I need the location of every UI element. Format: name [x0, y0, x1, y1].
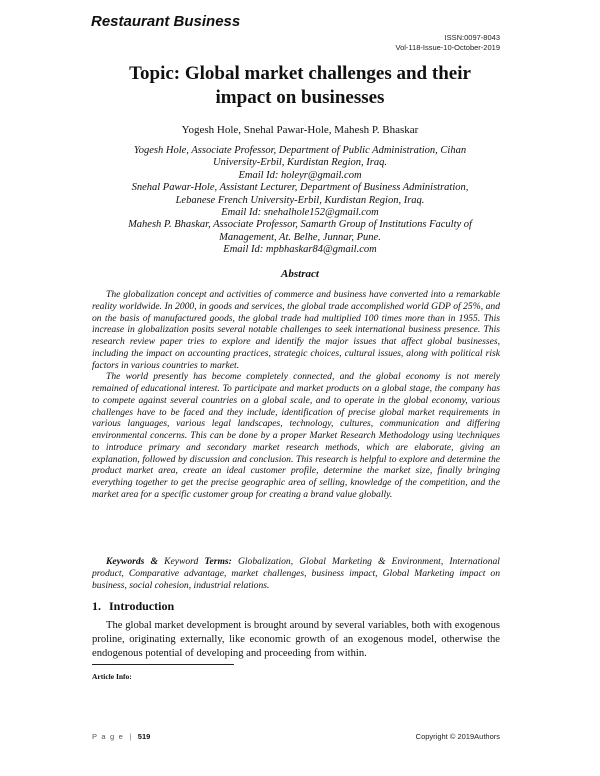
affiliation-line: Mahesh P. Bhaskar, Associate Professor, Samarth Group of Institutions Faculty of	[128, 219, 472, 231]
page-label: P a g e	[92, 732, 125, 741]
affiliation-line: University-Erbil, Kurdistan Region, Iraq.	[212, 157, 387, 169]
email-line: Email Id: holeyr@gmail.com	[238, 169, 362, 181]
section-title: Introduction	[109, 599, 175, 613]
footnote-divider	[92, 664, 234, 665]
article-info: Article Info:	[92, 672, 132, 681]
paper-title	[92, 62, 508, 110]
author-list: Yogesh Hole, Snehal Pawar-Hole, Mahesh P. Bhaskar	[181, 124, 419, 136]
email-line: Email Id: mpbhaskar84@gmail.com	[223, 244, 377, 256]
page-number: 519	[137, 732, 151, 741]
issn: ISSN:0097-8043	[444, 33, 500, 42]
keywords-label: Keywords	[106, 556, 145, 567]
title-line: impact on businesses	[215, 87, 385, 108]
email-line: Email Id: snehalhole152@gmail.com	[221, 207, 379, 219]
section-number: 1.	[92, 599, 101, 613]
abstract-heading: Abstract	[281, 268, 319, 280]
keywords	[92, 556, 500, 591]
title-line: Topic: Global market challenges and their	[129, 63, 471, 84]
affiliation-line: Yogesh Hole, Associate Professor, Department of Public Administration, Cihan	[133, 145, 467, 156]
keywords-amp: &	[150, 556, 158, 567]
keywords-label-keyword: Keyword	[164, 556, 199, 567]
keywords-label-terms: Terms:	[204, 556, 232, 567]
affiliation-line: Snehal Pawar-Hole, Assistant Lecturer, Department of Business Administration,	[131, 182, 469, 194]
journal-name: Restaurant Business	[91, 13, 241, 30]
volume-issue: Vol-118-Issue-10-October-2019	[395, 43, 500, 52]
copyright: Copyright © 2019Authors	[415, 732, 500, 741]
footer-separator: |	[129, 732, 133, 741]
affiliation-line: Lebanese French University-Erbil, Kurdistan Region, Iraq.	[175, 194, 425, 206]
page-footer	[92, 732, 150, 741]
abstract-paragraph: The world presently has become completely connected, and the global economy is not merely remained of educational interest. To participate and market products on a global stage, the company has to compete against several countries on a global scale, and to operate in the global economy, various challenges have to be faced and they include, identification of precise global market requirements in various languages, various legal landscapes, technology, cultures, communication and differing environmental concerns. This can be done by a proper Market Research Methodology using \techniques to introduce primary and secondary market research methods, which are elaborate, giving an explanation, followed by discussion and conclusion. This research is helpful to explore and determine the product market area, create an ideal customer profile, determine the market size, finally bringing everything together to get the precise geographic area of selling, knowledge of the competition, and the market area for a specific customer group for creating a brand value globally.	[92, 371, 500, 500]
keywords-text: Globalization, Global Marketing & Environment, International product, Comparative advantage, market challenges, business impact, Global Marketing impact on business, social cohesion, industrial relations.	[92, 556, 500, 591]
abstract-body	[92, 289, 500, 501]
section-heading	[92, 599, 182, 614]
introduction-text: The global market development is brought around by several variables, both with exogenous proline, originating externally, like economic growth of an exogenous model, otherwise the endogenous potential of developing and proceeding from within.	[92, 620, 500, 660]
affiliations	[92, 145, 508, 257]
abstract-paragraph: The globalization concept and activities of commerce and business have converted into a remarkable reality worldwide. In 2000, in goods and services, the global trade accomplished world GDP of 25%, and on the basis of manufactured goods, the global trade had multiplied 100 times more than in 1955. This increase in globalization posits several notable challenges to seek international business presence. This research review paper tries to explore and identify the major issues that affect global businesses, including the impact on accounting practices, strategic choices, cultural issues, along with political risk factors in various countries to market.	[92, 289, 500, 371]
affiliation-line: Management, At. Belhe, Junnar, Pune.	[219, 231, 381, 243]
